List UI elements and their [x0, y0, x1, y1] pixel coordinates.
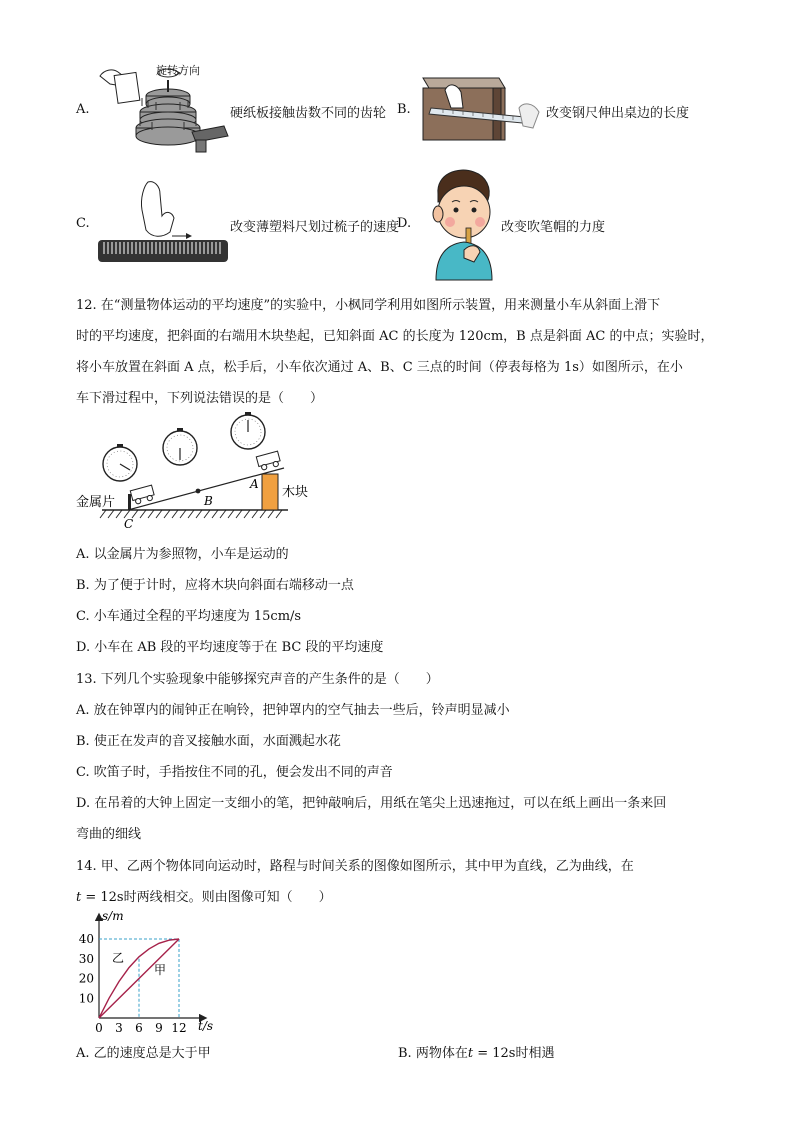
option-c-label: C.: [76, 216, 90, 231]
q12-stem-line2: 时的平均速度，把斜面的右端用木块垫起，已知斜面 AC 的长度为 120cm，B 点是斜面 AC 的中点；实验时，: [76, 329, 714, 344]
x-tick-label: 0: [95, 1021, 103, 1035]
q13-option-d: D. 在吊着的大钟上固定一支细小的笔，把钟敲响后，用纸在笔尖上迅速拖过，可以在纸上画出一条来回: [76, 796, 667, 811]
q14-option-b-pre: B. 两物体在: [398, 1046, 468, 1061]
x-tick-label: 3: [115, 1021, 123, 1035]
option-a-caption: 硬纸板接触齿数不同的齿轮: [230, 106, 387, 121]
point-a-label: A: [250, 477, 259, 491]
q12-option-b: B. 为了便于计时，应将木块向斜面右端移动一点: [76, 578, 354, 593]
q12-stem-line3: 将小车放置在斜面 A 点，松手后，小车依次通过 A、B、C 三点的时间（停表每格为 1s）如图所示，在小: [76, 360, 683, 375]
q14-option-b: [398, 1042, 554, 1061]
metal-plate-label: 金属片: [76, 495, 116, 510]
x-tick-label: 12: [171, 1021, 187, 1035]
incline-experiment-figure: [76, 412, 309, 534]
q12-stem-line1: 12. 在“测量物体运动的平均速度”的实验中，小枫同学利用如图所示装置，用来测量小车从斜面上滑下: [76, 298, 661, 313]
option-a-label: A.: [76, 102, 90, 117]
q14-t-value: = 12s: [81, 890, 124, 905]
option-d-label: D.: [397, 216, 412, 231]
q14-option-b-t: t: [467, 1046, 474, 1061]
q13-option-c: C. 吹笛子时，手指按住不同的孔，便会发出不同的声音: [76, 765, 393, 780]
series-jia-label: 甲: [154, 963, 167, 977]
point-b-label: B: [204, 494, 213, 508]
wood-block-label: 木块: [282, 485, 309, 500]
option-d-caption: 改变吹笔帽的力度: [501, 220, 606, 235]
x-tick-label: 6: [135, 1021, 143, 1035]
q14-stem-line2: [76, 886, 332, 905]
option-b-label: B.: [397, 102, 411, 117]
q14-stem-line2-text: 时两线相交。则由图像可知（ ）: [123, 890, 332, 905]
series-yi-label: 乙: [112, 951, 125, 965]
ruler-table-illustration: [423, 78, 541, 140]
q13-stem: 13. 下列几个实验现象中能够探究声音的产生条件的是（ ）: [76, 672, 439, 687]
y-tick-label: 20: [78, 971, 94, 986]
q14-stem-line1: 14. 甲、乙两个物体同向运动时，路程与时间关系的图像如图所示，其中甲为直线，乙为曲线，在: [76, 859, 634, 874]
q12-option-c: C. 小车通过全程的平均速度为 15cm/s: [76, 609, 302, 624]
q14-option-b-eq: = 12s: [473, 1046, 516, 1061]
option-b-caption: 改变钢尺伸出桌边的长度: [546, 106, 690, 121]
y-tick-label: 10: [78, 991, 94, 1006]
q13-option-d-cont: 弯曲的细线: [76, 827, 142, 842]
q14-option-a: A. 乙的速度总是大于甲: [76, 1046, 211, 1061]
q12-option-d: D. 小车在 AB 段的平均速度等于在 BC 段的平均速度: [76, 640, 384, 655]
point-c-label: C: [124, 517, 134, 531]
q13-option-b: B. 使正在发声的音叉接触水面，水面溅起水花: [76, 734, 341, 749]
q14-option-b-post: 时相遇: [515, 1046, 555, 1061]
y-axis-label: s/m: [102, 909, 124, 923]
x-axis-label: t/s: [198, 1019, 214, 1033]
rotation-direction-tag: 旋转方向: [156, 64, 200, 77]
boy-whistle-illustration: [424, 166, 500, 280]
comb-illustration: [96, 180, 230, 266]
y-tick-label: 40: [78, 932, 94, 946]
x-tick-label: 9: [155, 1021, 163, 1035]
q14-t-symbol: t: [76, 890, 82, 905]
q12-option-a: A. 以金属片为参照物，小车是运动的: [76, 547, 289, 562]
y-tick-label: 30: [78, 951, 94, 966]
st-graph: [72, 906, 222, 1038]
q13-option-a: A. 放在钟罩内的闹钟正在响铃，把钟罩内的空气抽去一些后，铃声明显减小: [76, 703, 510, 718]
option-c-caption: 改变薄塑料尺划过梳子的速度: [230, 220, 400, 235]
q12-stem-line4: 车下滑过程中，下列说法错误的是（ ）: [76, 391, 324, 406]
